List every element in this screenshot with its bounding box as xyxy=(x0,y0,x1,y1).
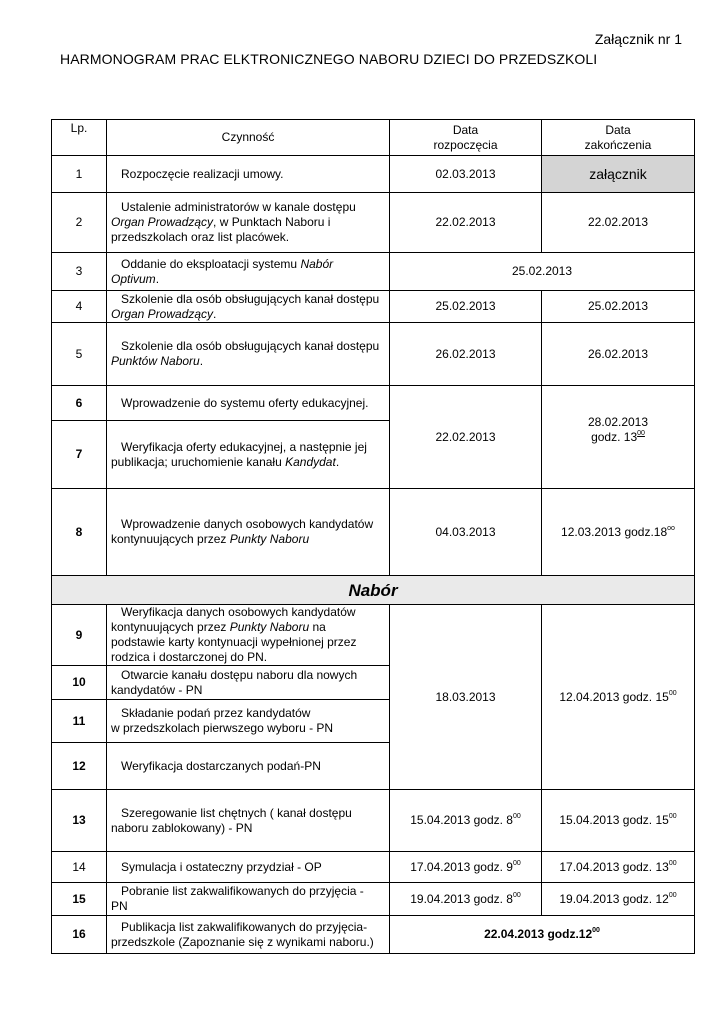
end-date: 12.03.2013 $godz.18^{oo}$ xyxy=(542,489,695,576)
activity-cell: Weryfikacja danych osobowych kandydatów kontynuujących przez Punkty Naboru na podstawie karty kontynuacji wypełnionej przez rodzica i dostarczonej do PN. xyxy=(107,605,390,666)
end-date: 26.02.2013 xyxy=(542,323,695,386)
row-number: 3 xyxy=(52,253,107,291)
table-row xyxy=(52,323,695,386)
activity-cell: Szeregowanie list chętnych ( kanał dostępu naboru zablokowany) - PN xyxy=(107,790,390,852)
row-number: 8 xyxy=(52,489,107,576)
schedule-table xyxy=(51,119,695,954)
page-title: HARMONOGRAM PRAC ELKTRONICZNEGO NABORU DZIECI DO PRZEDSZKOLI xyxy=(60,51,598,67)
end-date: 25.02.2013 xyxy=(542,291,695,323)
header-start-date: Data rozpoczęcia xyxy=(390,120,542,156)
header-lp: Lp. xyxy=(52,120,107,156)
end-date-attachment: załącznik xyxy=(542,156,695,193)
end-date: 12.04.2013 godz. $15^{00}$ xyxy=(542,605,695,790)
table-row xyxy=(52,386,695,421)
end-date: 28.02.2013 godz. $13^{00}$ xyxy=(542,386,695,489)
row-number: 7 xyxy=(52,421,107,489)
end-date: 17.04.2013 godz. $13^{00}$ xyxy=(542,852,695,883)
row-number: 4 xyxy=(52,291,107,323)
attachment-label: Załącznik nr 1 xyxy=(594,31,682,47)
activity-cell: Wprowadzenie do systemu oferty edukacyjnej. xyxy=(107,386,390,421)
date-merged: 22.04.2013 $godz.12^{00}$ xyxy=(390,916,695,954)
table-row xyxy=(52,916,695,954)
table-row xyxy=(52,193,695,253)
table-row xyxy=(52,489,695,576)
end-date: 22.02.2013 xyxy=(542,193,695,253)
start-date: 19.04.2013 godz. $8^{00}$ xyxy=(390,883,542,916)
row-number: 5 xyxy=(52,323,107,386)
row-number: 2 xyxy=(52,193,107,253)
row-number: 16 xyxy=(52,916,107,954)
activity-cell: Weryfikacja oferty edukacyjnej, a następnie jej publikacja; uruchomienie kanału Kandydat. xyxy=(107,421,390,489)
activity-cell: Oddanie do eksploatacji systemu Nabór Optivum. xyxy=(107,253,390,291)
activity-cell: Rozpoczęcie realizacji umowy. xyxy=(107,156,390,193)
row-number: 11 xyxy=(52,700,107,743)
section-row xyxy=(52,576,695,605)
activity-cell: Szkolenie dla osób obsługujących kanał dostępu Organ Prowadzący. xyxy=(107,291,390,323)
start-date: 22.02.2013 xyxy=(390,193,542,253)
table-row xyxy=(52,291,695,323)
start-date: 22.02.2013 xyxy=(390,386,542,489)
activity-cell: Ustalenie administratorów w kanale dostępu Organ Prowadzący, w Punktach Naboru i przedszkolach oraz list placówek. xyxy=(107,193,390,253)
activity-cell: Otwarcie kanału dostępu naboru dla nowych kandydatów - PN xyxy=(107,666,390,700)
row-number: 1 xyxy=(52,156,107,193)
row-number: 14 xyxy=(52,852,107,883)
table-row xyxy=(52,883,695,916)
row-number: 12 xyxy=(52,743,107,790)
header-activity: Czynność xyxy=(107,120,390,156)
end-date: 19.04.2013 godz. $12^{00}$ xyxy=(542,883,695,916)
start-date: 26.02.2013 xyxy=(390,323,542,386)
start-date: 25.02.2013 xyxy=(390,291,542,323)
table-row xyxy=(52,253,695,291)
activity-cell: Szkolenie dla osób obsługujących kanał dostępu Punktów Naboru. xyxy=(107,323,390,386)
start-date: 02.03.2013 xyxy=(390,156,542,193)
start-date: 04.03.2013 xyxy=(390,489,542,576)
start-date: 17.04.2013 godz. $9^{00}$ xyxy=(390,852,542,883)
activity-cell: Publikacja list zakwalifikowanych do przyjęcia- przedszkole (Zapoznanie się z wynikami naboru.) xyxy=(107,916,390,954)
start-date: 15.04.2013 godz. $8^{00}$ xyxy=(390,790,542,852)
row-number: 9 xyxy=(52,605,107,666)
activity-cell: Symulacja i ostateczny przydział - OP xyxy=(107,852,390,883)
table-row xyxy=(52,156,695,193)
table-header-row xyxy=(52,120,695,156)
end-date: 15.04.2013 godz. $15^{00}$ xyxy=(542,790,695,852)
activity-cell: Składanie podań przez kandydatów w przedszkolach pierwszego wyboru - PN xyxy=(107,700,390,743)
activity-cell: Wprowadzenie danych osobowych kandydatów kontynuujących przez Punkty Naboru xyxy=(107,489,390,576)
row-number: 15 xyxy=(52,883,107,916)
table-row xyxy=(52,790,695,852)
section-header-nabor: Nabór xyxy=(52,576,695,605)
start-date: 18.03.2013 xyxy=(390,605,542,790)
activity-cell: Pobranie list zakwalifikowanych do przyjęcia - PN xyxy=(107,883,390,916)
row-number: 6 xyxy=(52,386,107,421)
row-number: 13 xyxy=(52,790,107,852)
row-number: 10 xyxy=(52,666,107,700)
header-end-date: Data zakończenia xyxy=(542,120,695,156)
activity-cell: Weryfikacja dostarczanych podań-PN xyxy=(107,743,390,790)
date-merged: 25.02.2013 xyxy=(390,253,695,291)
table-row xyxy=(52,605,695,666)
table-row xyxy=(52,852,695,883)
